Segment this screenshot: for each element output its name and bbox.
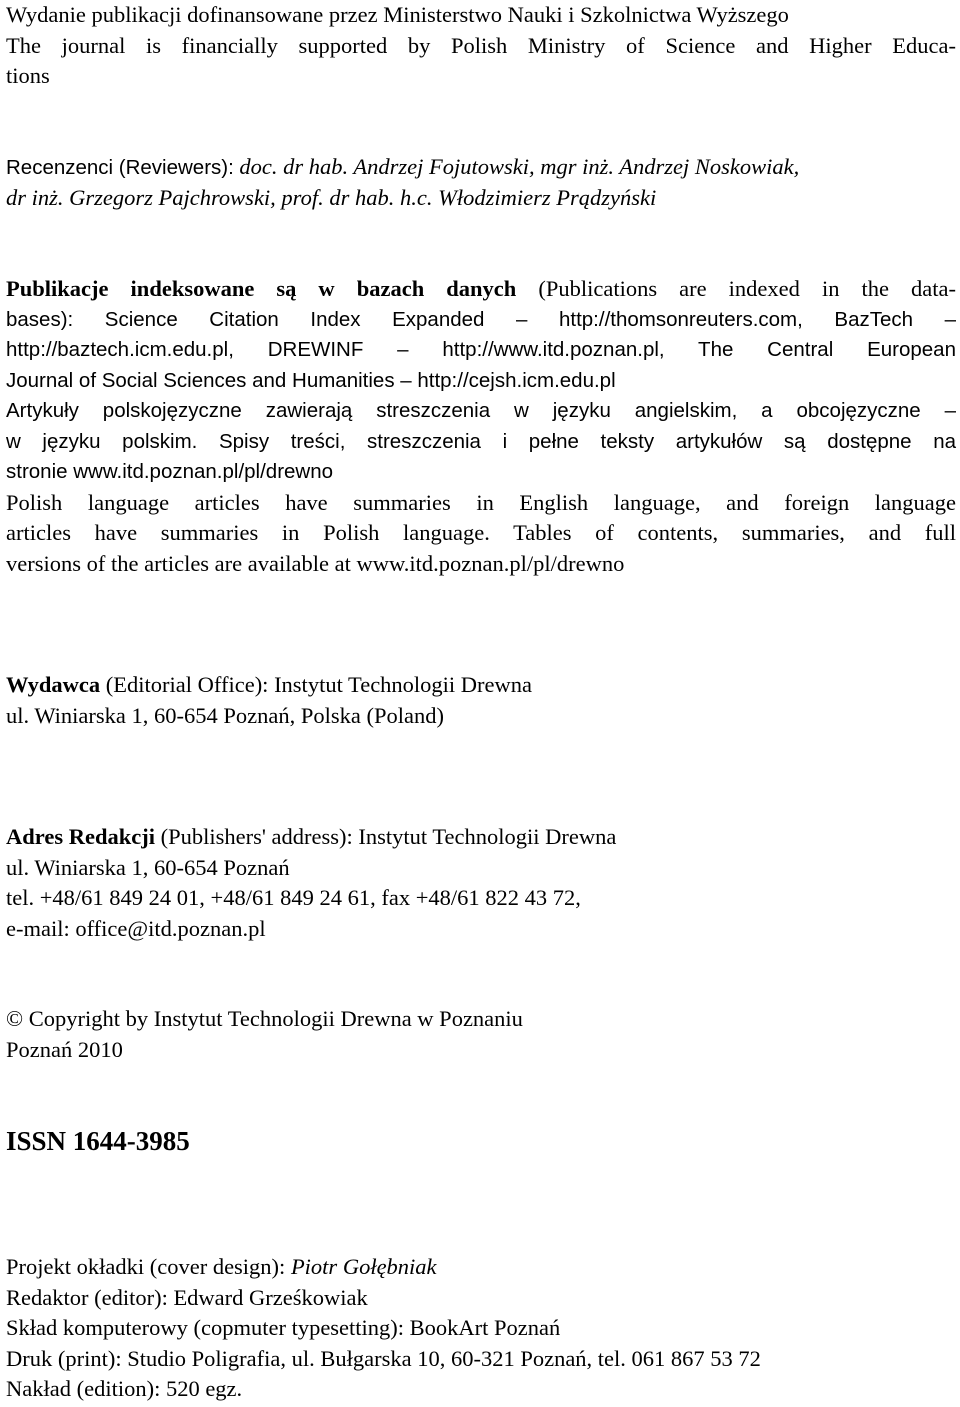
address-street: ul. Winiarska 1, 60-654 Poznań: [6, 854, 290, 880]
issn-block: [6, 1126, 956, 1157]
reviewers-line-1: [6, 152, 956, 183]
credit-print: Druk (print): Studio Poligrafia, ul. Bułgarska 10, 60-321 Poznań, tel. 061 867 53 72: [6, 1345, 761, 1371]
credit-typesetting: Skład komputerowy (copmuter typesetting): BookArt Poznań: [6, 1315, 561, 1340]
publisher-label: Wydawca: [6, 672, 101, 697]
indexing-label: Publikacje indeksowane są w bazach danych: [6, 276, 517, 301]
funding-line-en: The journal is financially supported by Polish Ministry of Science and Higher Educa-: [6, 32, 956, 58]
reviewers-names-2: dr inż. Grzegorz Pajchrowski, prof. dr hab. h.c. Włodzimierz Prądzyński: [6, 184, 657, 210]
credit-edition: Nakład (edition): 520 egz.: [6, 1376, 243, 1401]
copyright-line: © Copyright by Instytut Technologii Drewna w Poznaniu: [6, 1006, 523, 1031]
indexing-en-line-2: articles have summaries in Polish language. Tables of contents, summaries, and full: [6, 520, 956, 545]
credit-cover-name: Piotr Gołębniak: [290, 1254, 437, 1279]
credits-block: [6, 1252, 956, 1405]
indexing-line-1-rest: (Publications are indexed in the data-: [538, 276, 957, 301]
indexing-en-line-1: Polish language articles have summaries in English language, and foreign language: [6, 489, 956, 515]
funding-statement: [6, 0, 956, 92]
copyright-block: [6, 1004, 956, 1065]
issn-number: ISSN 1644-3985: [6, 1126, 190, 1156]
publisher-block: [6, 670, 956, 731]
credit-cover-label: Projekt okładki (cover design):: [6, 1254, 286, 1279]
indexing-line-4: Journal of Social Sciences and Humanities – http://cejsh.icm.edu.pl: [6, 368, 616, 392]
indexing-pl-line-1: Artykuły polskojęzyczne zawierają streszczenia w języku angielskim, a obcojęzyczne –: [6, 399, 956, 422]
indexing-line-3: http://baztech.icm.edu.pl, DREWINF – http://www.itd.poznan.pl, The Central European: [6, 338, 956, 361]
funding-line-en-cont: tions: [6, 63, 50, 88]
address-phone: tel. +48/61 849 24 01, +48/61 849 24 61, fax +48/61 822 43 72,: [6, 885, 581, 910]
funding-line-pl: Wydanie publikacji dofinansowane przez Ministerstwo Nauki i Szkolnictwa Wyższego: [6, 2, 789, 27]
indexing-en-line-3: versions of the articles are available at www.itd.poznan.pl/pl/drewno: [6, 550, 625, 576]
reviewers-label-en: (Reviewers):: [118, 156, 234, 179]
publisher-line-1: [6, 670, 956, 701]
address-label: Adres Redakcji: [6, 824, 155, 849]
indexing-line-1: [6, 274, 956, 305]
reviewers-block: [6, 152, 956, 213]
credit-editor: Redaktor (editor): Edward Grześkowiak: [6, 1284, 368, 1310]
reviewers-label: Recenzenci: [6, 156, 114, 179]
copyright-place-year: Poznań 2010: [6, 1036, 123, 1062]
address-line-1: [6, 822, 956, 853]
credit-cover-design: [6, 1252, 956, 1283]
indexing-block: [6, 274, 956, 579]
publisher-address: ul. Winiarska 1, 60-654 Poznań, Polska (Poland): [6, 702, 445, 728]
editorial-address-block: [6, 822, 956, 944]
reviewers-names-1: doc. dr hab. Andrzej Fojutowski, mgr inż. Andrzej Noskowiak,: [239, 154, 800, 179]
publisher-line-1-rest: (Editorial Office): Instytut Technologii Drewna: [105, 672, 533, 697]
indexing-pl-line-3: stronie www.itd.poznan.pl/pl/drewno: [6, 460, 334, 483]
address-email: e-mail: office@itd.poznan.pl: [6, 915, 266, 941]
address-line-1-rest: (Publishers' address): Instytut Technologii Drewna: [160, 824, 617, 849]
indexing-pl-line-2: w języku polskim. Spisy treści, streszczenia i pełne teksty artykułów są dostępne na: [6, 429, 956, 453]
indexing-line-2: bases): Science Citation Index Expanded – http://thomsonreuters.com, BazTech –: [6, 307, 956, 331]
